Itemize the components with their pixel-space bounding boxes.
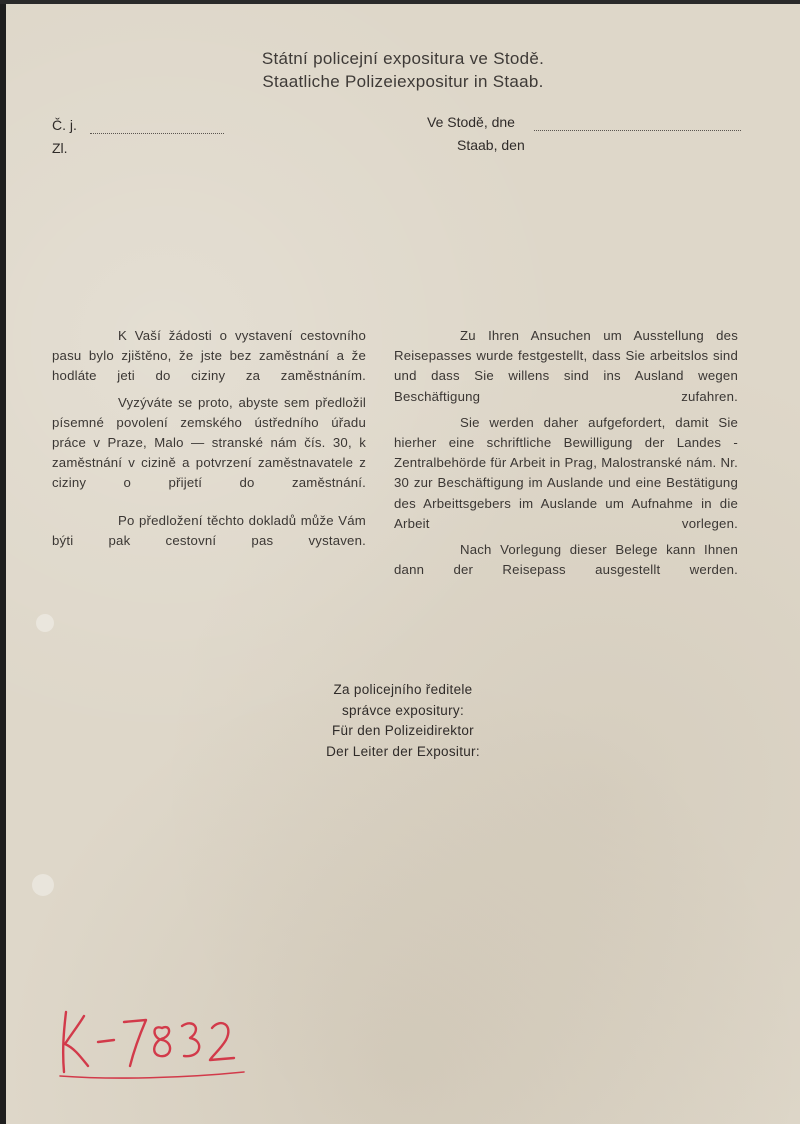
signature-line-4: Der Leiter der Expositur: (326, 743, 480, 759)
body-german (394, 326, 738, 580)
date-label-czech: Ve Stodě, dne (427, 114, 515, 130)
date-label-german: Staab, den (457, 137, 525, 153)
paragraph-german-1: Zu Ihren Ansuchen um Ausstellung des Reisepasses wurde festgestellt, dass Sie arbeitslos sind und dass Sie willens sind ins Ausland wegen Beschäftigung zufahren. (394, 328, 738, 404)
file-number-label: Zl. (52, 140, 68, 156)
paragraph-german-2: Sie werden daher aufgefordert, damit Sie hierher eine schriftliche Bewilligung der Landes - Zentralbehörde für Arbeit in Prag, Malostranské nám. Nr. 30 zur Beschäftigung im Auslande und eine Bestätigung des Arbeittsgebers im Auslande um Aufnahme in die Arbeit vorlegen. (394, 414, 738, 531)
paragraph-czech-1: K Vaší žádosti o vystavení cestovního pasu bylo zjištěno, že jste bez zaměstnání a že hodláte jeti do ciziny za zaměstnáním. (52, 328, 366, 384)
handwritten-file-number-text: K-7832 (54, 994, 58, 995)
reference-number-label: Č. j. (52, 117, 77, 133)
paper-stain (36, 614, 54, 632)
paragraph-german-3: Nach Vorlegung dieser Belege kann Ihnen dann der Reisepass ausgestellt werden. (394, 542, 738, 578)
signature-block (6, 680, 800, 762)
body-czech (52, 326, 366, 551)
signature-line-1: Za policejního ředitele (333, 682, 473, 697)
date-line (534, 130, 741, 131)
header-czech: Státní policejní expositura ve Stodě. (261, 49, 545, 68)
signature-line-3: Für den Polizeidirektor (332, 723, 474, 738)
paragraph-czech-2: Vyzýváte se proto, abyste sem předložil písemné povolení zemského ústředního úřadu práce v Praze, Malo — stranské nám čís. 30, k zaměstnání v cizině a potvrzení zaměstnavatele z ciziny o přijetí do zaměstnání. (52, 394, 366, 491)
signature-line-2: správce expositury: (342, 702, 464, 718)
header-german: Staatliche Polizeiexpositur in Staab. (262, 72, 544, 91)
handwritten-file-number (54, 994, 254, 1084)
paragraph-czech-3: Po předložení těchto dokladů může Vám býti pak cestovní pas vystaven. (52, 512, 366, 548)
reference-number-line (90, 133, 224, 134)
document-page (6, 4, 800, 1124)
paper-stain (32, 874, 54, 896)
